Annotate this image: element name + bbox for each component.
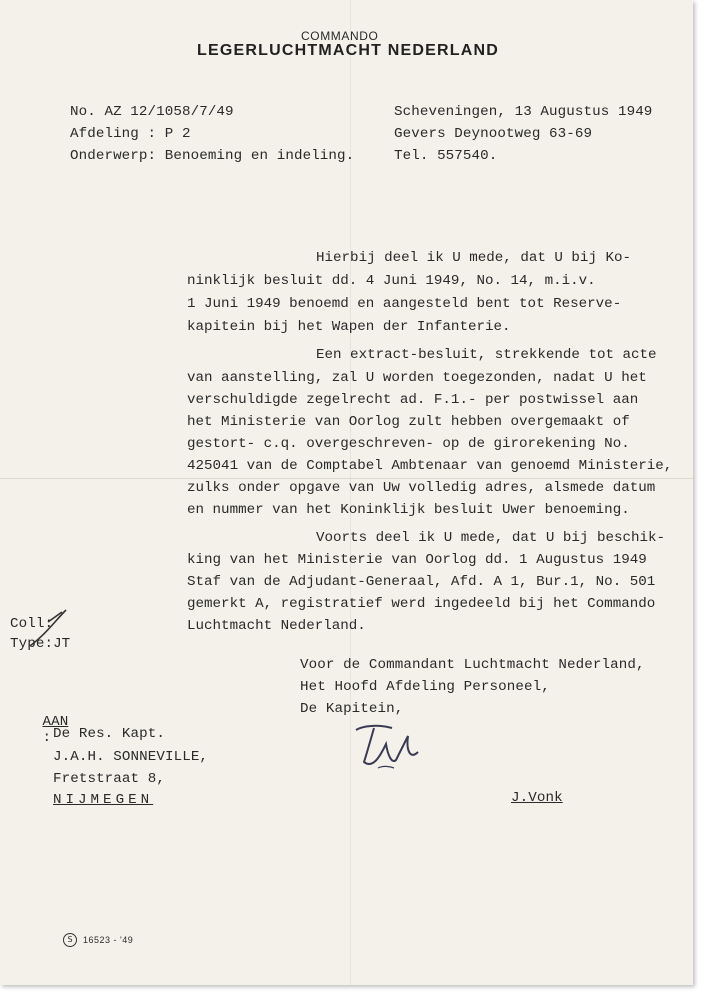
body-line: Luchtmacht Nederland.: [187, 618, 366, 634]
sender-telephone: Tel. 557540.: [394, 148, 498, 164]
letterhead-commando: COMMANDO: [301, 29, 379, 43]
handwritten-strike-mark: [26, 606, 76, 648]
recipient-street: Fretstraat 8,: [53, 771, 165, 787]
coll-label: Coll:: [10, 616, 54, 632]
body-line: van aanstelling, zal U worden toegezonden, nadat U het: [187, 370, 647, 386]
sender-place-date: Scheveningen, 13 Augustus 1949: [394, 104, 653, 120]
recipient-name: J.A.H. SONNEVILLE,: [53, 749, 209, 765]
body-line: Een extract-besluit, strekkende tot acte: [316, 347, 657, 363]
body-line: 1 Juni 1949 benoemd en aangesteld bent tot Reserve-: [187, 296, 622, 312]
body-line: Hierbij deel ik U mede, dat U bij Ko-: [316, 250, 632, 266]
recipient-city: NIJMEGEN: [53, 792, 154, 808]
reference-afdeling: Afdeling : P 2: [70, 126, 191, 142]
body-line: Voorts deel ik U mede, dat U bij beschik-: [316, 530, 666, 546]
signatory-name: J.Vonk: [511, 790, 563, 806]
recipient-aan-colon: :: [42, 730, 52, 746]
closing-line-hoofd: Het Hoofd Afdeling Personeel,: [300, 679, 550, 695]
body-line: gestort- c.q. overgeschreven- op de girorekening No.: [187, 436, 630, 452]
body-line: gemerkt A, registratief werd ingedeeld bij het Commando: [187, 596, 656, 612]
handwritten-signature: [352, 722, 426, 782]
body-line: het Ministerie van Oorlog zult hebben overgemaakt of: [187, 414, 630, 430]
body-line: kapitein bij het Wapen der Infanterie.: [187, 319, 511, 335]
reference-number: No. AZ 12/1058/7/49: [70, 104, 234, 120]
sender-address: Gevers Deynootweg 63-69: [394, 126, 593, 142]
body-line: Staf van de Adjudant-Generaal, Afd. A 1, Bur.1, No. 501: [187, 574, 656, 590]
body-line: zulks onder opgave van Uw volledig adres, alsmede datum: [187, 480, 656, 496]
body-line: ninklijk besluit dd. 4 Juni 1949, No. 14, m.i.v.: [187, 273, 596, 289]
printer-mark-icon: S: [63, 933, 77, 947]
recipient-rank: De Res. Kapt.: [53, 726, 165, 742]
recipient-aan-label: AAN: [42, 714, 69, 730]
body-line: 425041 van de Comptabel Ambtenaar van genoemd Ministerie,: [187, 458, 673, 474]
closing-line-kapitein: De Kapitein,: [300, 701, 404, 717]
printer-code: 16523 - '49: [83, 935, 134, 945]
closing-line-commandant: Voor de Commandant Luchtmacht Nederland,: [300, 657, 645, 673]
letterhead-title: LEGERLUCHTMACHT NEDERLAND: [197, 42, 499, 59]
body-line: king van het Ministerie van Oorlog dd. 1 Augustus 1949: [187, 552, 647, 568]
body-line: en nummer van het Koninklijk besluit Uwer benoeming.: [187, 502, 630, 518]
fold-line-horizontal: [0, 478, 693, 479]
reference-onderwerp: Onderwerp: Benoeming en indeling.: [70, 148, 355, 164]
type-label: Type:JT: [10, 636, 71, 652]
body-line: verschuldigde zegelrecht ad. F.1.- per postwissel aan: [187, 392, 639, 408]
